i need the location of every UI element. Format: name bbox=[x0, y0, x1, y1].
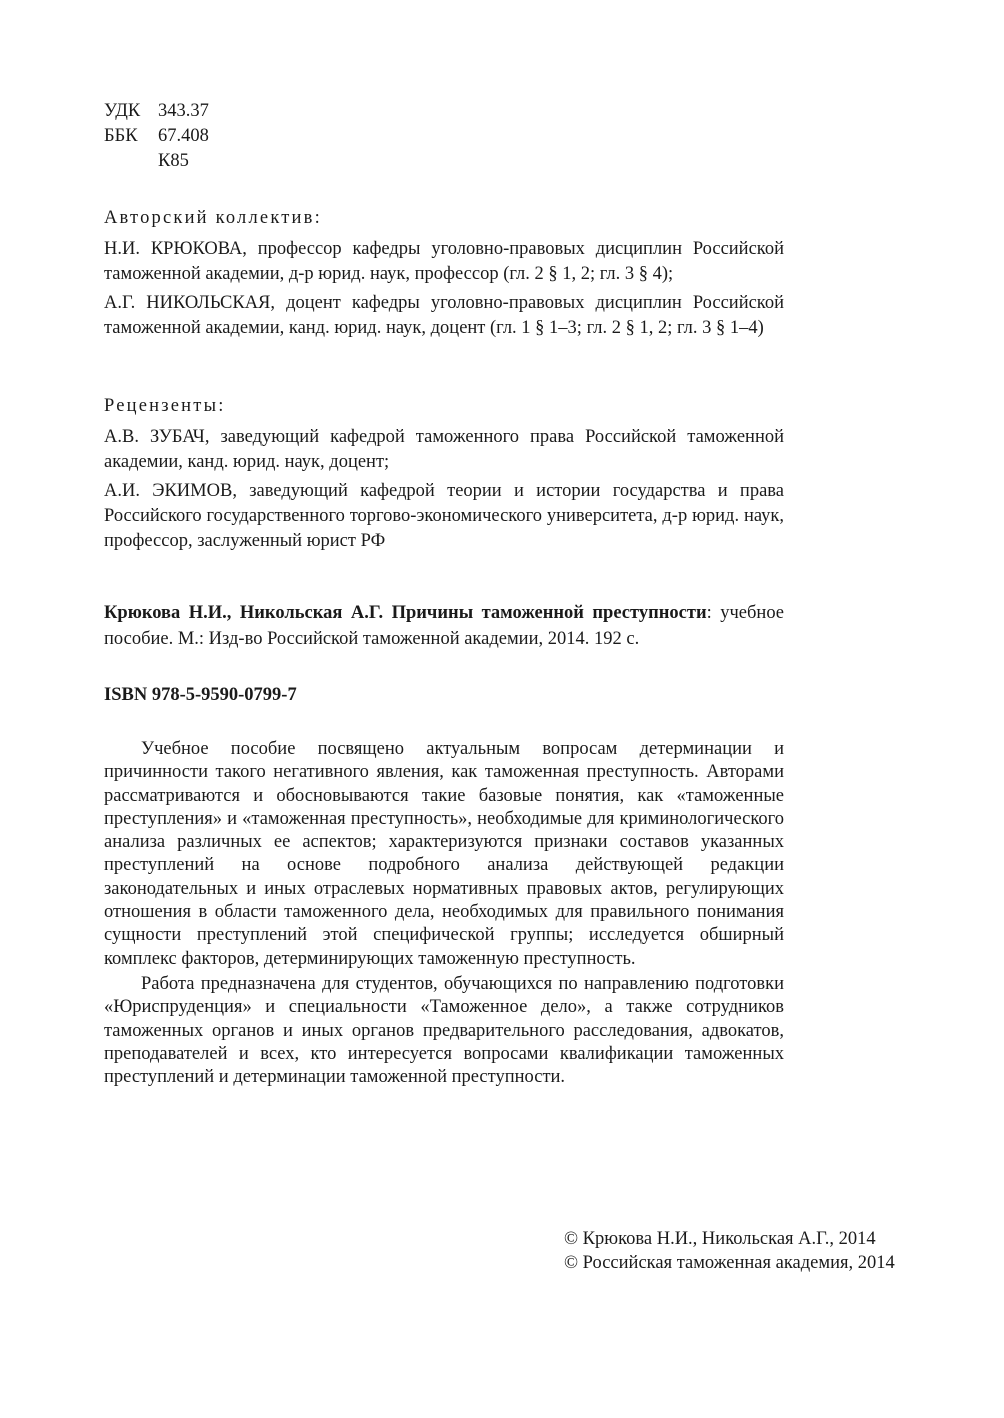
isbn-block bbox=[104, 683, 784, 707]
udk-value: 343.37 bbox=[158, 101, 209, 121]
reviewer-entry: А.В. ЗУБАЧ, заведующий кафедрой таможенного права Российской таможенной академии, канд. юрид. наук, доцент; bbox=[104, 427, 784, 472]
copyright-block bbox=[564, 1227, 964, 1275]
bbk-value: 67.408 bbox=[158, 126, 209, 146]
citation-details: : учебное пособие. М.: Изд-во Российской таможенной академии, 2014. 192 с. bbox=[104, 603, 785, 649]
bbk-row bbox=[104, 124, 784, 149]
bbk-label: ББК bbox=[104, 126, 138, 146]
reviewer-entry: А.И. ЭКИМОВ, заведующий кафедрой теории и истории государства и права Российского государственного торгово-экономического университета, д-р юрид. наук, профессор, заслуженный юрист РФ bbox=[104, 481, 784, 551]
udk-label: УДК bbox=[104, 101, 141, 121]
author-code-row bbox=[104, 149, 784, 174]
abstract-block bbox=[104, 738, 784, 1089]
copyright-line: © Российская таможенная академия, 2014 bbox=[564, 1253, 895, 1273]
authors-block bbox=[104, 206, 784, 341]
classification-block bbox=[104, 99, 784, 174]
bibliographic-citation bbox=[104, 600, 784, 652]
reviewers-heading: Рецензенты: bbox=[104, 396, 226, 416]
copyright-line: © Крюкова Н.И., Никольская А.Г., 2014 bbox=[564, 1229, 876, 1249]
authors-heading: Авторский коллектив: bbox=[104, 208, 322, 228]
author-entry: Н.И. КРЮКОВА, профессор кафедры уголовно-правовых дисциплин Российской таможенной академии, д-р юрид. наук, профессор (гл. 2 § 1, 2; гл. 3 § 4); bbox=[104, 239, 784, 284]
isbn: ISBN 978-5-9590-0799-7 bbox=[104, 685, 297, 705]
abstract-paragraph: Работа предназначена для студентов, обучающихся по направлению подготовки «Юриспруденция» и специальности «Таможенное дело», а также сотрудников таможенных органов и иных органов предварительного расследования, адвокатов, преподавателей и всех, кто интересуется вопросами квалификации таможенных преступлений и детерминации таможенной преступности. bbox=[104, 973, 784, 1088]
udk-row bbox=[104, 99, 784, 124]
abstract-paragraph: Учебное пособие посвящено актуальным вопросам детерминации и причинности такого негативного явления, как таможенная преступность. Авторами рассматриваются и обосновываются такие базовые понятия, как «таможенные преступления» и «таможенная преступность», необходимые для криминологического анализа различных ее аспектов; характеризуются признаки составов указанных преступлений на основе подробного анализа действующей редакции законодательных и иных отраслевых нормативных правовых актов, регулирующих отношения в области таможенного дела, необходимых для правильного понимания сущности преступлений этой специфической группы; исследуется обширный комплекс факторов, детерминирующих таможенную преступность. bbox=[104, 739, 784, 969]
author-entry: А.Г. НИКОЛЬСКАЯ, доцент кафедры уголовно-правовых дисциплин Российской таможенной академии, канд. юрид. наук, доцент (гл. 1 § 1–3; гл. 2 § 1, 2; гл. 3 § 1–4) bbox=[104, 293, 784, 338]
reviewers-block bbox=[104, 394, 784, 554]
citation-title: Крюкова Н.И., Никольская А.Г. Причины таможенной преступности bbox=[104, 603, 707, 623]
citation-block bbox=[104, 600, 784, 652]
author-code: К85 bbox=[158, 151, 189, 171]
